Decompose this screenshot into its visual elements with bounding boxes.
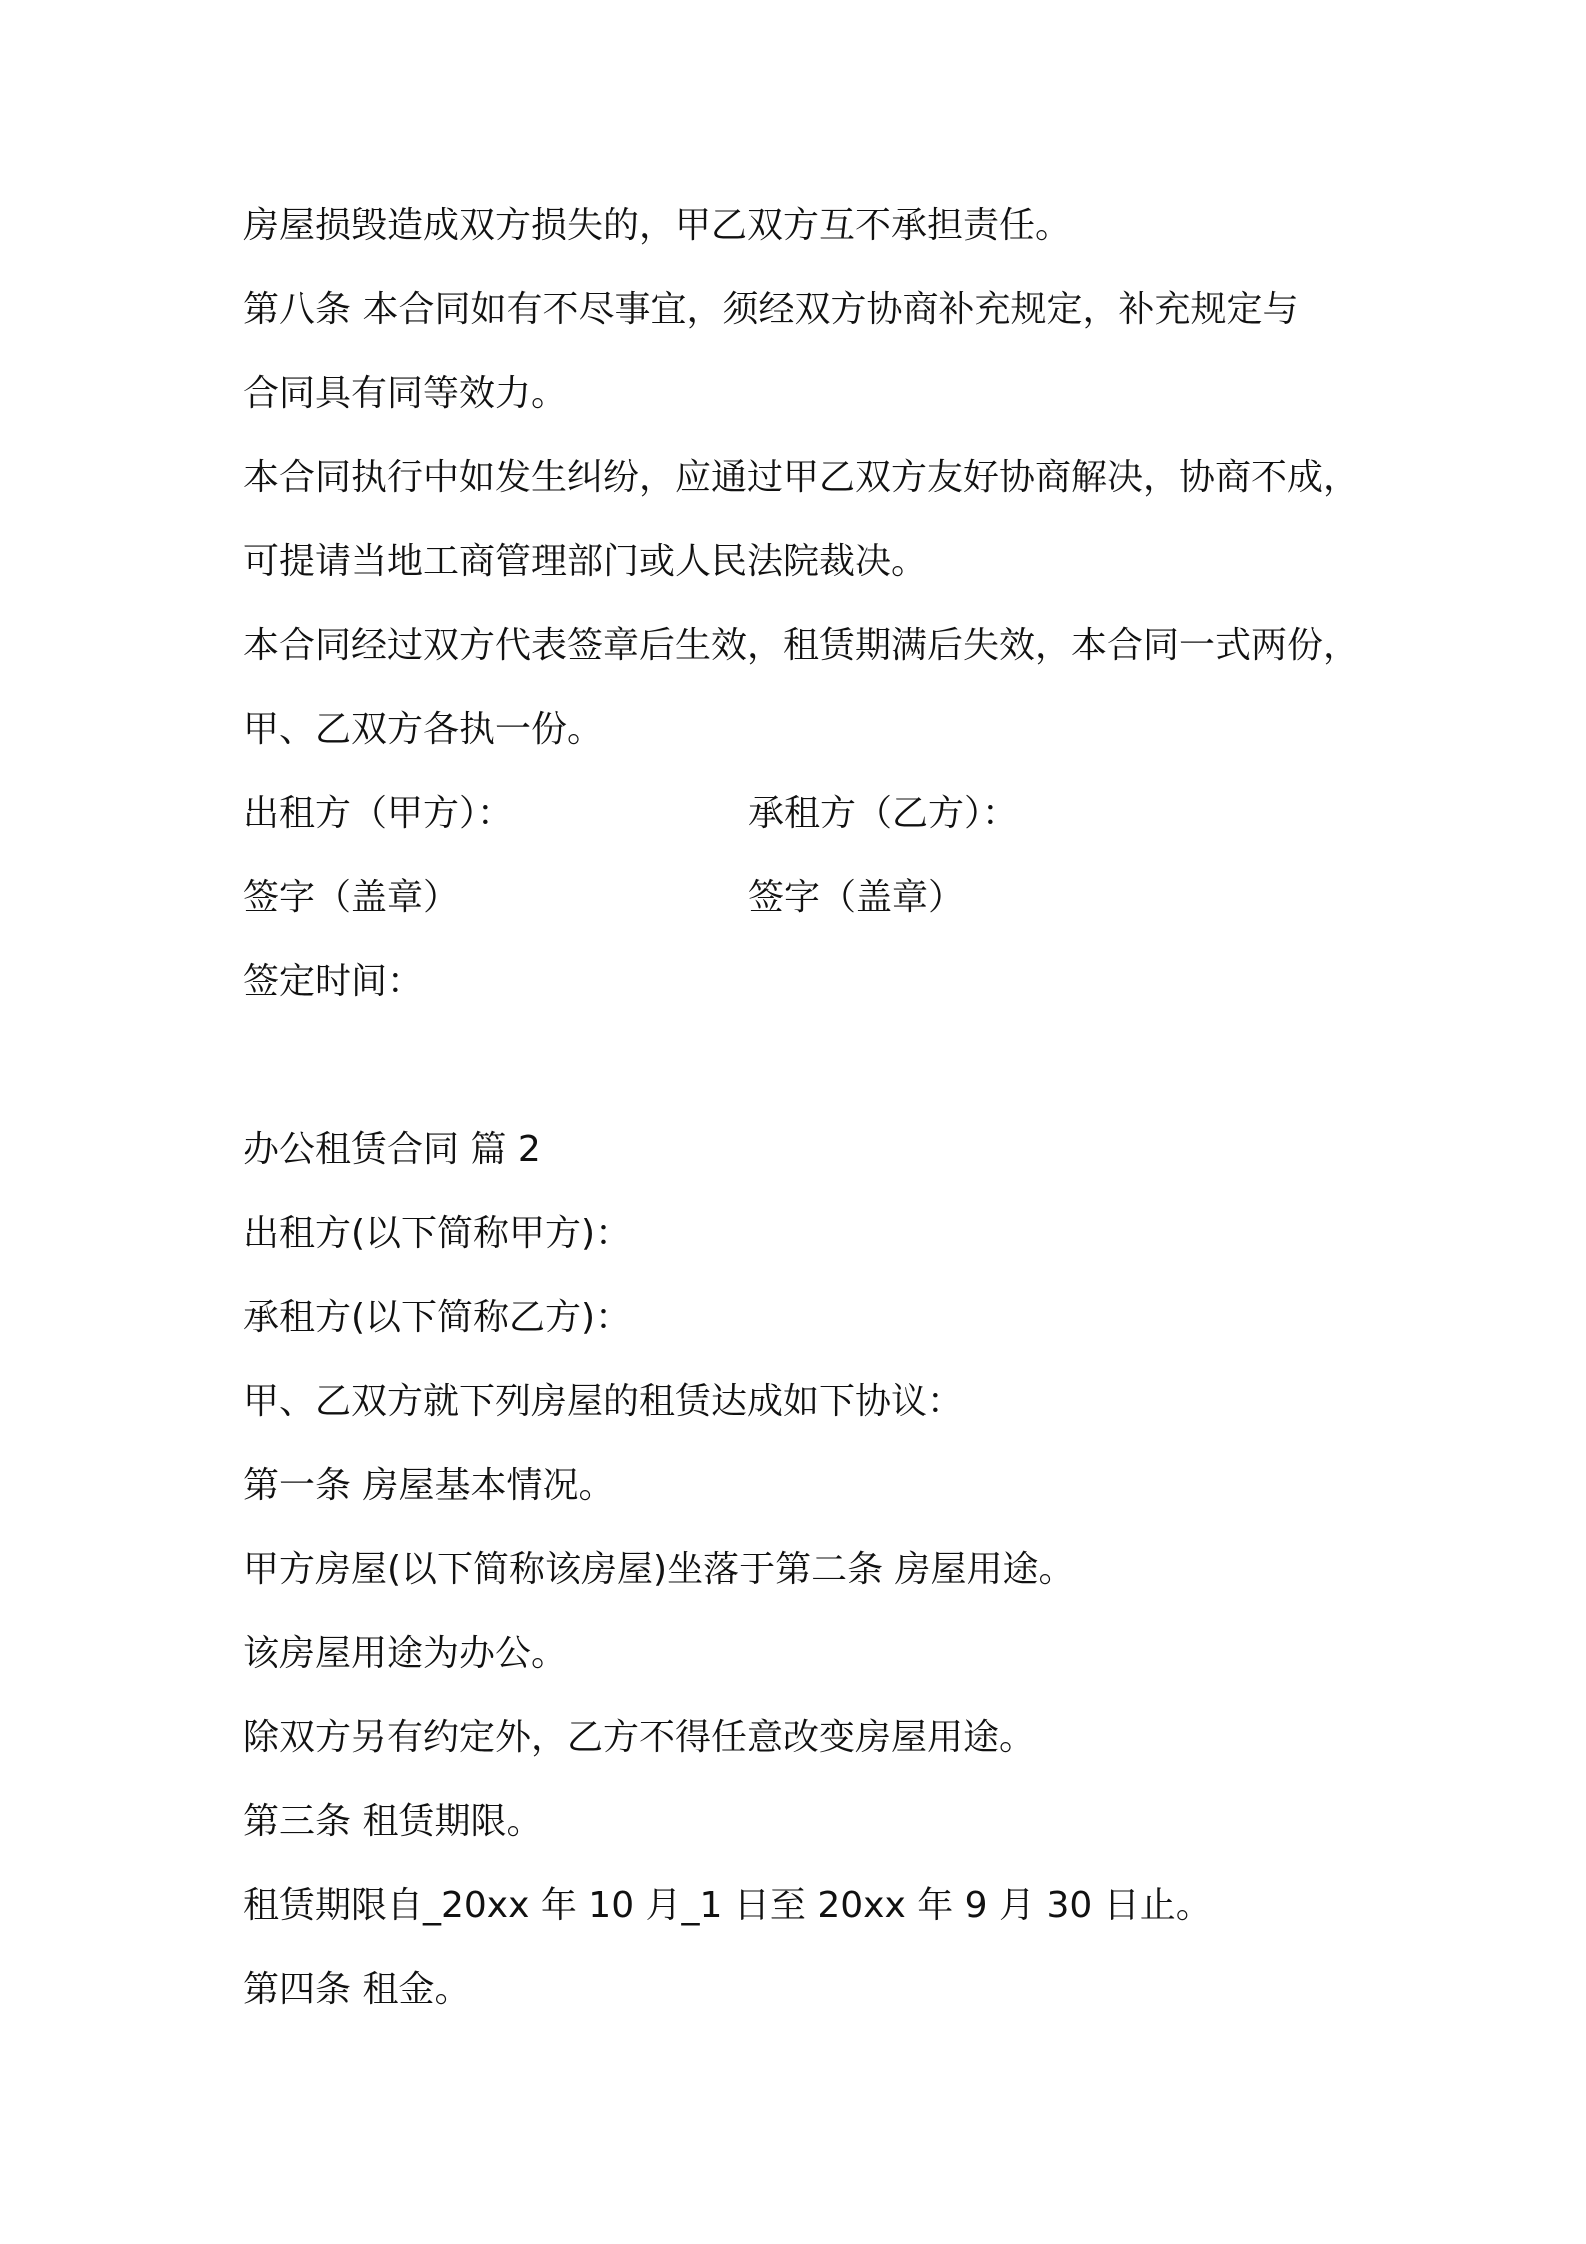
paragraph-line: 甲、乙双方各执一份。 [243,709,604,750]
paragraph-line: 承租方(以下简称乙方)： [243,1297,632,1338]
paragraph-line: 第一条 房屋基本情况。 [243,1465,615,1506]
section-title: 办公租赁合同 篇 2 [243,1129,541,1170]
paragraph-line: 甲、乙双方就下列房屋的租赁达成如下协议： [243,1381,964,1422]
signing-date-label: 签定时间： [243,961,424,1002]
signature-left: 签字（盖章） [243,877,460,918]
lessor-label: 出租方（甲方）： [243,793,514,834]
paragraph-line: 第四条 租金。 [243,1969,471,2010]
paragraph-line: 甲方房屋(以下简称该房屋)坐落于第二条 房屋用途。 [243,1549,1075,1590]
paragraph-line: 合同具有同等效力。 [243,373,568,414]
lessee-label: 承租方（乙方）： [748,793,1019,834]
paragraph-line: 可提请当地工商管理部门或人民法院裁决。 [243,541,928,582]
paragraph-line: 除双方另有约定外，乙方不得任意改变房屋用途。 [243,1717,1036,1758]
paragraph-line: 本合同经过双方代表签章后生效，租赁期满后失效，本合同一式两份， [243,625,1360,666]
paragraph-line: 房屋损毁造成双方损失的，甲乙双方互不承担责任。 [243,205,1072,246]
paragraph-line: 租赁期限自_20xx 年 10 月_1 日至 20xx 年 9 月 30 日止。 [243,1885,1212,1926]
paragraph-line: 出租方(以下简称甲方)： [243,1213,632,1254]
signature-right: 签字（盖章） [748,877,965,918]
paragraph-line: 第八条 本合同如有不尽事宜，须经双方协商补充规定，补充规定与 [243,289,1299,330]
paragraph-line: 该房屋用途为办公。 [243,1633,568,1674]
paragraph-line: 本合同执行中如发生纠纷，应通过甲乙双方友好协商解决，协商不成， [243,457,1360,498]
paragraph-line: 第三条 租赁期限。 [243,1801,543,1842]
